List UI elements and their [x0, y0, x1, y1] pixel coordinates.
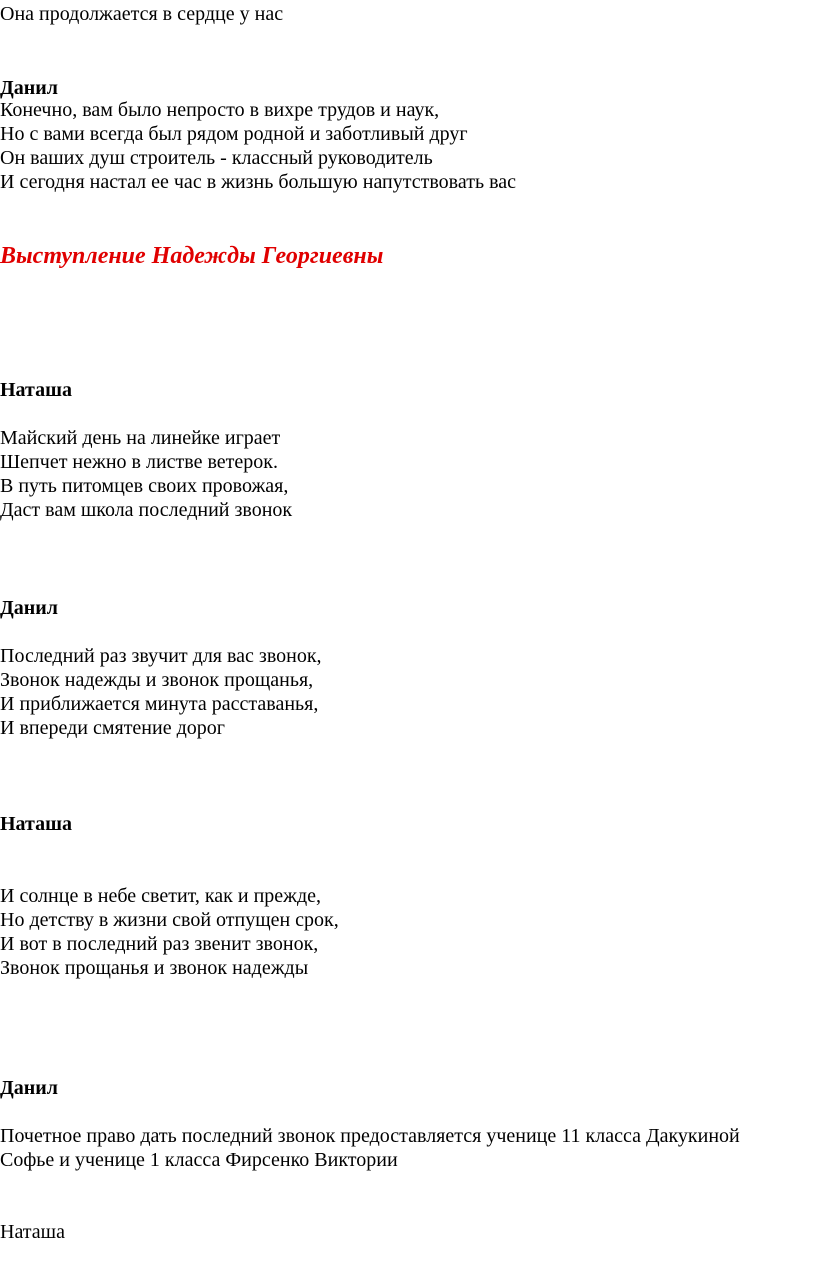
speaker-label: Данил: [0, 1077, 59, 1099]
verse-line: В путь питомцев своих провожая,: [0, 475, 289, 497]
speaker-label: Данил: [0, 77, 59, 99]
verse-line: Даст вам школа последний звонок: [0, 499, 293, 521]
verse-line: И сегодня настал ее час в жизнь большую напутствовать вас: [0, 171, 516, 193]
verse-line: Он ваших душ строитель - классный руководитель: [0, 147, 433, 169]
opening-line: Она продолжается в сердце у нас: [0, 3, 284, 25]
verse-line: Шепчет нежно в листве ветерок.: [0, 451, 279, 473]
verse-line: Но с вами всегда был рядом родной и заботливый друг: [0, 123, 468, 145]
verse-line: И впереди смятение дорог: [0, 717, 225, 739]
speaker-label: Данил: [0, 597, 59, 619]
verse-line: Но детству в жизни свой отпущен срок,: [0, 909, 339, 931]
announcement-line: Почетное право дать последний звонок предоставляется ученице 11 класса Дакукиной: [0, 1125, 740, 1147]
verse-line: И приближается минута расставанья,: [0, 693, 319, 715]
verse-line: Майский день на линейке играет: [0, 427, 281, 449]
verse-line: И солнце в небе светит, как и прежде,: [0, 885, 322, 907]
verse-line: Конечно, вам было непросто в вихре трудов и наук,: [0, 99, 440, 121]
verse-line: Звонок прощанья и звонок надежды: [0, 957, 309, 979]
verse-line: И вот в последний раз звенит звонок,: [0, 933, 319, 955]
announcement-line: Софье и ученице 1 класса Фирсенко Виктории: [0, 1149, 398, 1171]
speaker-label: Наташа: [0, 813, 72, 835]
verse-line: Звонок надежды и звонок прощанья,: [0, 669, 314, 691]
verse-line: Последний раз звучит для вас звонок,: [0, 645, 322, 667]
section-heading: Выступление Надежды Георгиевны: [0, 243, 384, 269]
closing-speaker-label: Наташа: [0, 1221, 65, 1243]
speaker-label: Наташа: [0, 379, 72, 401]
